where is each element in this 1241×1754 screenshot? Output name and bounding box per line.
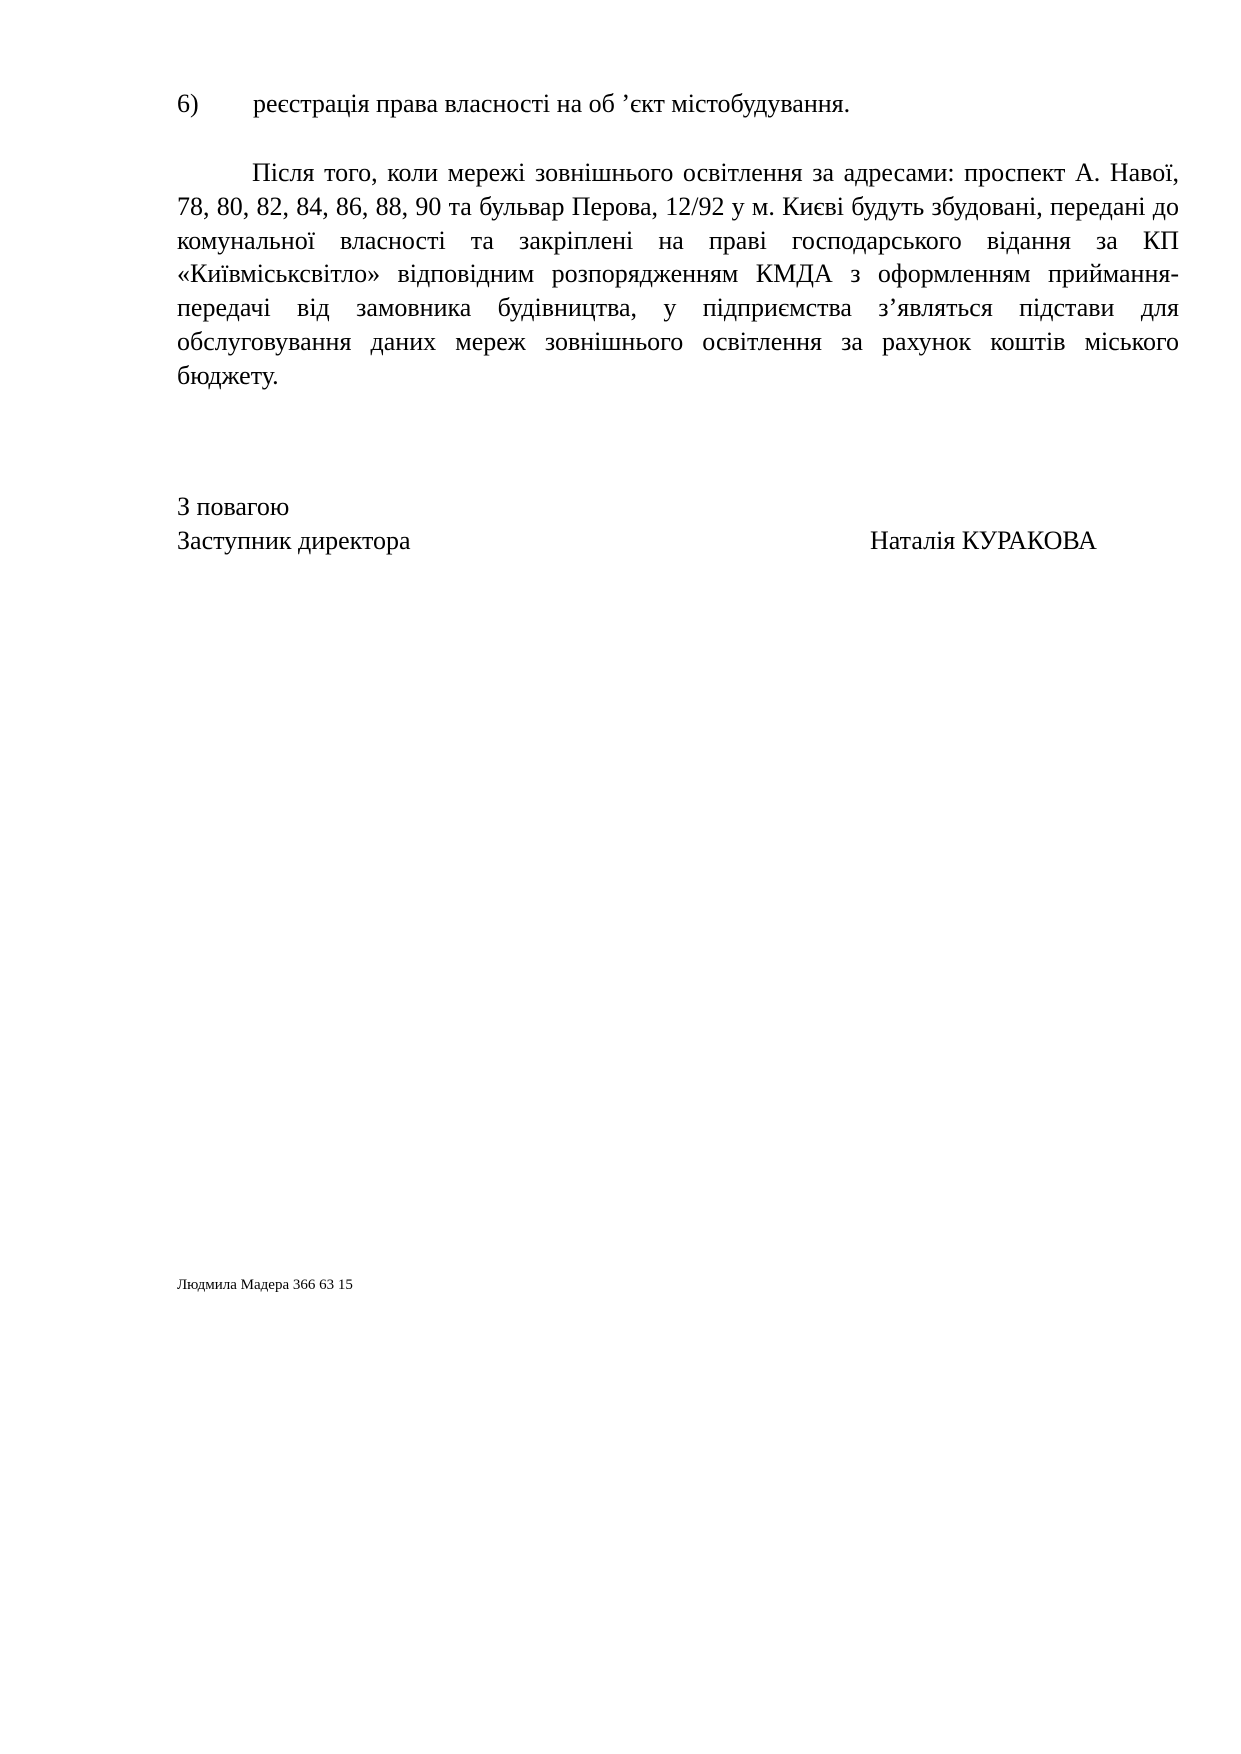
list-item-text: реєстрація права власності на об ’єкт містобудування. xyxy=(253,89,851,118)
list-item xyxy=(177,86,1177,122)
list-item-number: 6) xyxy=(177,89,199,118)
signer-title: Заступник директора xyxy=(177,526,411,555)
body-paragraph: Після того, коли мережі зовнішнього освітлення за адресами: проспект А. Навої, 78, 80, 82, 84, 86, 88, 90 та бульвар Перова, 12/92 у м. Києві будуть збудовані, передані до комунальної власності та закріплені на праві господарського відання за КП «Київміськсвітло» відповідним розпорядженням КМДА з оформленням приймання-передачі від замовника будівництва, у підприємства з’являться підстави для обслуговування даних мереж зовнішнього освітлення за рахунок коштів міського бюджету. xyxy=(177,158,1179,390)
closing-phrase: З повагою xyxy=(177,492,290,521)
contact-line: Людмила Мадера 366 63 15 xyxy=(177,1277,353,1293)
signer-name: Наталія КУРАКОВА xyxy=(870,526,1097,555)
